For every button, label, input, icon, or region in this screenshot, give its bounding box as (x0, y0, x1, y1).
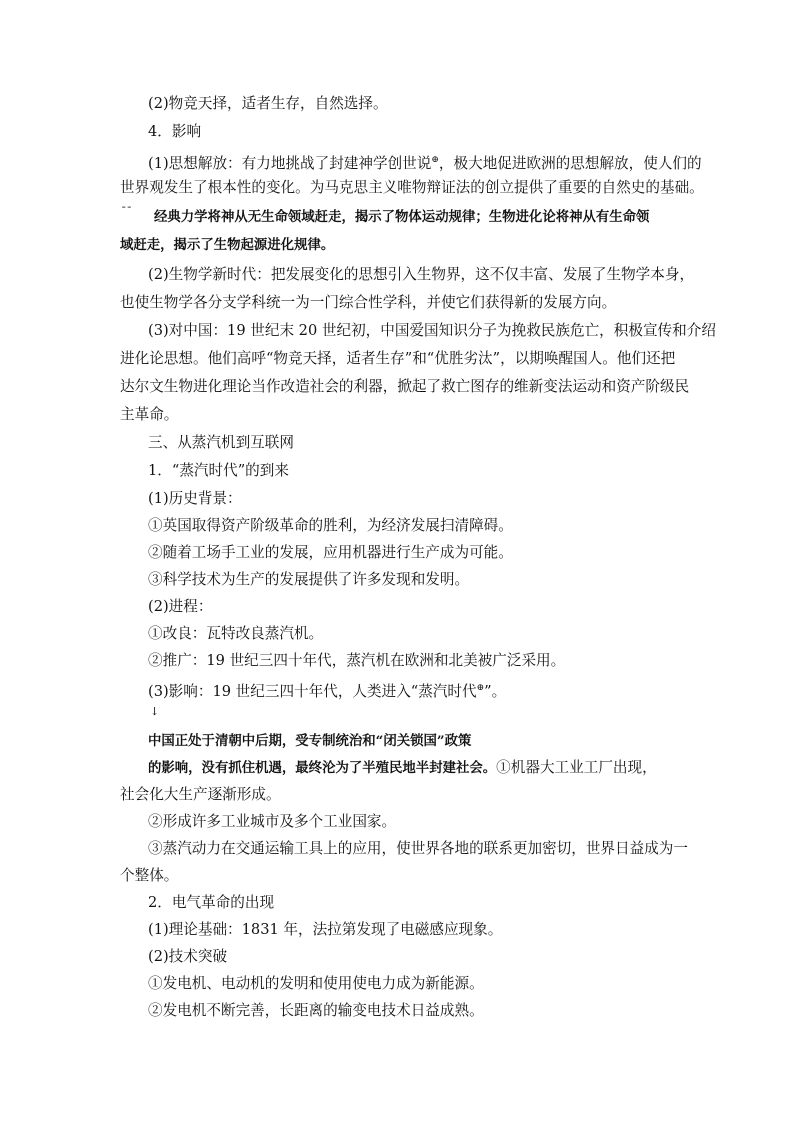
text-line (148, 758, 657, 778)
text-line: (2)生物学新时代：把发展变化的思想引入生物界，这不仅丰富、发展了生物学本身， (148, 266, 695, 283)
inserted-note-line: 域赶走，揭示了生物起源进化规律。 (120, 237, 335, 253)
text-line: ②推广：19 世纪三四十年代，蒸汽机在欧洲和北美被广泛采用。 (148, 652, 566, 669)
text-span: (1)思想解放：有力地挑战了封建神学创世说 (148, 154, 432, 172)
text-span: ”。 (484, 682, 507, 700)
insertion-mark: ¯¯ (121, 205, 132, 218)
text-line: 进化论思想。他们高呼“物竞天择，适者生存”和“优胜劣汰”，以期唤醒国人。他们还把 (120, 350, 676, 367)
annotation-mark: ⊕ (431, 155, 439, 165)
text-line: (2)进程： (148, 598, 213, 615)
text-line: ①发电机、电动机的发明和使用使电力成为新能源。 (148, 975, 484, 992)
inserted-note-line: 经典力学将神从无生命领域赶走，揭示了物体运动规律；生物进化论将神从有生命领 (154, 209, 650, 225)
text-line: ②形成许多工业城市及多个工业国家。 (148, 813, 397, 830)
text-line: 达尔文生物进化理论当作改造社会的利器，掀起了救亡图存的维新变法运动和资产阶级民 (120, 378, 690, 395)
text-line: 主革命。 (120, 406, 179, 423)
annotation-mark: ⊕ (476, 683, 485, 693)
text-line: (2)物竞天择，适者生存，自然选择。 (148, 95, 388, 112)
text-line: (2)技术突破 (148, 948, 228, 965)
text-line: (1)理论基础：1831 年，法拉第发现了电磁感应现象。 (148, 921, 503, 938)
text-line: 社会化大生产逐渐形成。 (120, 786, 281, 803)
inserted-note-span: 的影响，没有抓住机遇，最终沦为了半殖民地半封建社会。 (148, 760, 497, 776)
text-line: 也使生物学各分支学科统一为一门综合性学科，并使它们获得新的发展方向。 (120, 294, 617, 311)
inserted-note-line: 中国正处于清朝中后期，受专制统治和“闭关锁国”政策 (148, 733, 472, 749)
subsection-heading: 2．电气革命的出现 (148, 894, 275, 911)
text-line: ①改良：瓦特改良蒸汽机。 (148, 625, 324, 642)
text-line: ③蒸汽动力在交通运输工具上的应用，使世界各地的联系更加密切，世界日益成为一 (148, 840, 688, 857)
text-line: (1)历史背景： (148, 490, 242, 507)
text-line (148, 150, 702, 174)
text-line: 个整体。 (120, 867, 179, 884)
text-span: ①机器大工业工厂出现， (496, 759, 657, 776)
text-line: ③科学技术为生产的发展提供了许多发现和发明。 (148, 571, 470, 588)
text-line: (3)对中国：19 世纪末 20 世纪初，中国爱国知识分子为挽救民族危亡，积极宣传和介绍 (148, 322, 716, 339)
text-line (148, 678, 506, 702)
text-line: 世界观发生了根本性的变化。为马克思主义唯物辩证法的创立提供了重要的自然史的基础。 (120, 179, 704, 196)
text-span: ，极大地促进欧洲的思想解放，使人们的 (438, 154, 702, 172)
text-span: (3)影响：19 世纪三四十年代，人类进入“蒸汽时代 (148, 682, 477, 700)
text-line: ②发电机不断完善，长距离的输变电技术日益成熟。 (148, 1002, 484, 1019)
text-line: ②随着工场手工业的发展，应用机器进行生产成为可能。 (148, 544, 513, 561)
text-line: ①英国取得资产阶级革命的胜利，为经济发展扫清障碍。 (148, 517, 513, 534)
section-heading: 三、从蒸汽机到互联网 (148, 434, 294, 451)
section-heading: 4．影响 (148, 123, 202, 140)
arrow-down-icon: ↓ (150, 705, 160, 718)
subsection-heading: 1．“蒸汽时代”的到来 (148, 462, 289, 479)
